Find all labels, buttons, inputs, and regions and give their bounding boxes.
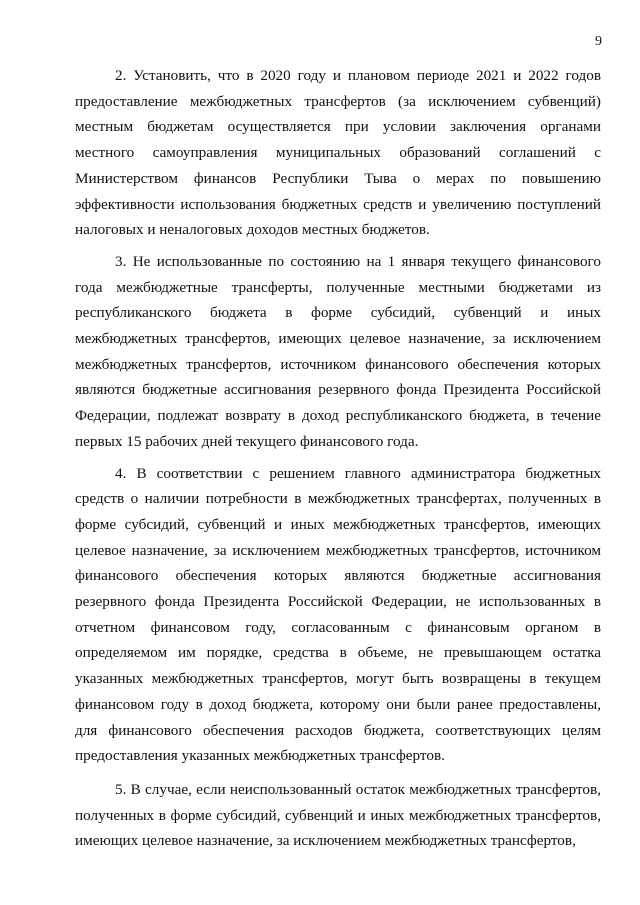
- paragraph-5: 5. В случае, если неиспользованный остаток межбюджетных трансфертов, полученных в форме субсидий, субвенций и иных межбюджетных трансфертов, имеющих целевое назначение, за исключением межбюджетных трансфертов,: [75, 780, 601, 850]
- page-number: 9: [595, 34, 602, 49]
- paragraph-2: 2. Установить, что в 2020 году и плановом периоде 2021 и 2022 годов предоставление межбюджетных трансфертов (за исключением субвенций) местным бюджетам осуществляется при условии заключения органами местного самоуправления муниципальных образований соглашений с Министерством финансов Республики Тыва о мерах по повышению эффективности использования бюджетных средств и увеличению поступлений налоговых и неналоговых доходов местных бюджетов.: [75, 67, 601, 239]
- paragraph-3: 3. Не использованные по состоянию на 1 января текущего финансового года межбюджетные трансферты, полученные местными бюджетами из республиканского бюджета в форме субсидий, субвенций и иных межбюджетных трансфертов, имеющих целевое назначение, за исключением межбюджетных трансфертов, источником финансового обеспечения которых являются бюджетные ассигнования резервного фонда Президента Российской Федерации, подлежат возврату в доход республиканского бюджета, в течение первых 15 рабочих дней текущего финансового года.: [75, 252, 601, 450]
- paragraph-4: 4. В соответствии с решением главного администратора бюджетных средств о наличии потребности в межбюджетных трансфертах, полученных в форме субсидий, субвенций и иных межбюджетных трансфертов, имеющих целевое назначение, за исключением межбюджетных трансфертов, источником финансового обеспечения которых являются бюджетные ассигнования резервного фонда Президента Российской Федерации, не использованных в отчетном финансовом году, согласованным с финансовым органом в определяемом им порядке, средства в объеме, не превышающем остатка указанных межбюджетных трансфертов, могут быть возвращены в текущем финансовом году в доход бюджета, которому они были ранее предоставлены, для финансового обеспечения расходов бюджета, соответствующих целям предоставления указанных межбюджетных трансфертов.: [75, 464, 601, 765]
- document-body: [75, 63, 601, 854]
